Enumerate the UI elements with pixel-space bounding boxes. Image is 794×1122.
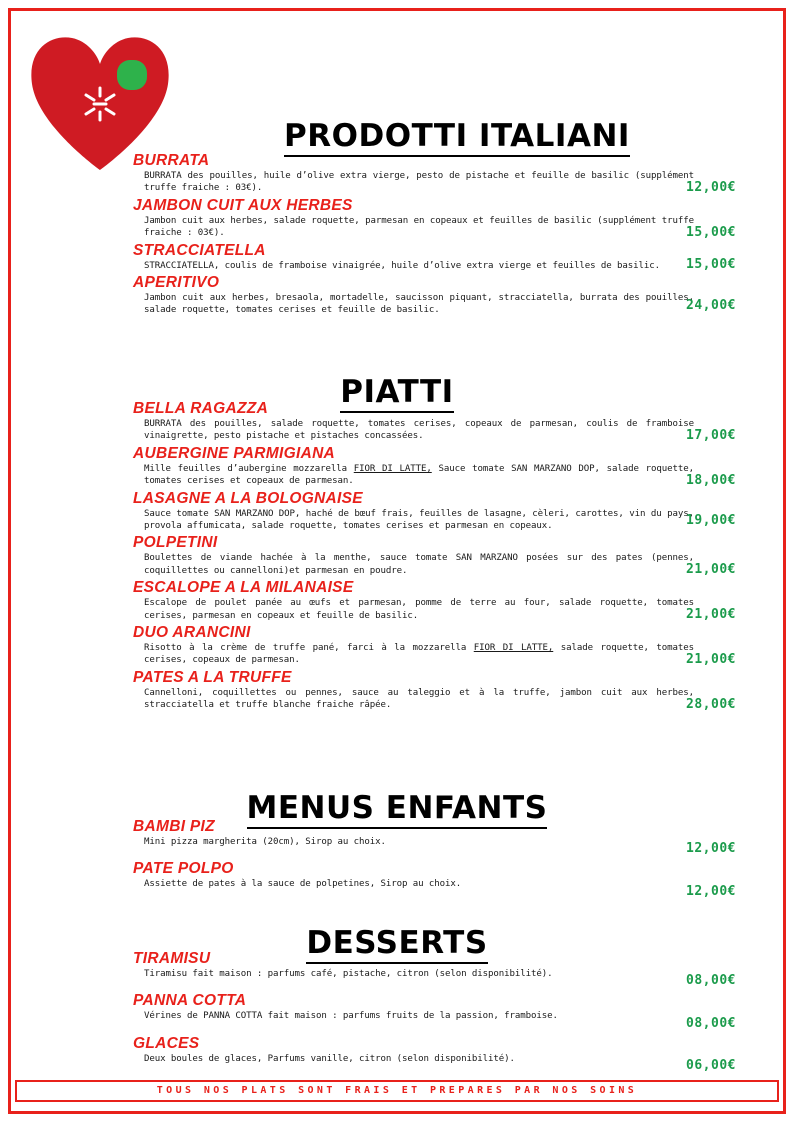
menu-section-desserts bbox=[0, 950, 794, 1074]
menu-item-name: JAMBON CUIT AUX HERBES bbox=[133, 196, 353, 214]
menu-item bbox=[0, 669, 794, 712]
menu-item-price: 28,00€ bbox=[686, 696, 736, 712]
menu-item-price: 12,00€ bbox=[686, 841, 736, 857]
menu-item-name: POLPETINI bbox=[133, 534, 218, 552]
menu-item bbox=[0, 242, 794, 272]
menu-item-description: Vérines de PANNA COTTA fait maison : parfums fruits de la passion, framboise. bbox=[144, 1011, 558, 1022]
menu-item-description: STRACCIATELLA, coulis de framboise vinaigrée, huile d’olive extra vierge et feuilles de basilic. bbox=[144, 260, 660, 271]
menu-item-price: 15,00€ bbox=[686, 224, 736, 240]
menu-item bbox=[0, 992, 794, 1031]
menu-item bbox=[0, 579, 794, 622]
menu-item-name: DUO ARANCINI bbox=[133, 624, 251, 642]
section-title-desserts-text: DESSERTS bbox=[306, 925, 487, 964]
menu-item-description: Cannelloni, coquillettes ou pennes, sauce au taleggio et à la truffe, jambon cuit aux herbes, stracciatella et truffe blanche fraiche râpée. bbox=[144, 687, 694, 711]
menu-item bbox=[0, 274, 794, 317]
menu-item-price: 21,00€ bbox=[686, 651, 736, 667]
menu-item bbox=[0, 1034, 794, 1074]
menu-item-price: 19,00€ bbox=[686, 513, 736, 529]
menu-item-description: Assiette de pates à la sauce de polpetines, Sirop au choix. bbox=[144, 879, 462, 890]
menu-item-name: PANNA COTTA bbox=[133, 992, 247, 1010]
menu-item-price: 12,00€ bbox=[686, 883, 736, 899]
menu-item-description: Escalope de poulet panée au œufs et parmesan, pomme de terre au four, salade roquette, tomates cerises, parmesan en copeaux et feuille de basilic. bbox=[144, 598, 694, 621]
menu-item-price: 21,00€ bbox=[686, 607, 736, 623]
menu-item bbox=[0, 950, 794, 989]
menu-item-price: 24,00€ bbox=[686, 297, 736, 313]
menu-item-name: BURRATA bbox=[133, 152, 210, 169]
menu-item-price: 08,00€ bbox=[686, 973, 736, 989]
menu-item-name: AUBERGINE PARMIGIANA bbox=[133, 444, 336, 462]
menu-item-description: Jambon cuit aux herbes, bresaola, mortadelle, saucisson piquant, stracciatella, burrata des pouilles, salade roquette, tomates cerises et feuille de basilic. bbox=[144, 293, 694, 316]
menu-item bbox=[0, 534, 794, 577]
menu-item-price: 18,00€ bbox=[686, 472, 736, 488]
menu-item bbox=[0, 624, 794, 667]
menu-item-name: BAMBI PIZ bbox=[133, 818, 215, 835]
menu-item-name: APERITIVO bbox=[133, 274, 220, 292]
menu-item-description: Boulettes de viande hachée à la menthe, sauce tomate SAN MARZANO posées sur des pates (pennes, coquillettes ou cannelloni)et parmesan en poudre. bbox=[144, 553, 694, 576]
menu-item-price: 21,00€ bbox=[686, 562, 736, 578]
menu-item-description: BURRATA des pouilles, huile d’olive extra vierge, pesto de pistache et feuille de basilic (supplément truffe fraiche : 03€). bbox=[144, 171, 694, 194]
menu-item bbox=[0, 818, 794, 857]
section-title-prodotti-text: PRODOTTI ITALIANI bbox=[284, 118, 630, 157]
menu-item bbox=[0, 490, 794, 533]
menu-item-price: 08,00€ bbox=[686, 1015, 736, 1031]
menu-item-description: Tiramisu fait maison : parfums café, pistache, citron (selon disponibilité). bbox=[144, 969, 553, 979]
menu-item-name: PATES A LA TRUFFE bbox=[133, 668, 292, 686]
menu-item-name: GLACES bbox=[133, 1034, 200, 1052]
menu-item bbox=[0, 152, 794, 195]
menu-item-description: Jambon cuit aux herbes, salade roquette, parmesan en copeaux et feuilles de basilic (supplément truffe fraiche : 03€). bbox=[144, 215, 694, 239]
menu-item-description: BURRATA des pouilles, salade roquette, tomates cerises, copeaux de parmesan, coulis de framboise vinaigrette, pesto pistache et pistaches concassées. bbox=[144, 419, 694, 442]
menu-item-price: 17,00€ bbox=[686, 427, 736, 443]
menu-item-price: 06,00€ bbox=[686, 1058, 736, 1074]
menu-section-enfants bbox=[0, 818, 794, 899]
footer-banner bbox=[15, 1080, 779, 1102]
menu-item-name: LASAGNE A LA BOLOGNAISE bbox=[133, 489, 363, 507]
menu-item-price: 12,00€ bbox=[686, 179, 736, 195]
menu-item-name: ESCALOPE A LA MILANAISE bbox=[133, 579, 354, 597]
menu-item-name: STRACCIATELLA bbox=[133, 241, 266, 259]
menu-item-description: Sauce tomate SAN MARZANO DOP, haché de bœuf frais, feuilles de lasagne, cèleri, carottes, vin du pays, provola affumicata, salade roquette, tomates cerises et parmesan en copeaux. bbox=[144, 508, 694, 532]
menu-item-description: Mille feuilles d’aubergine mozzarella FIOR DI LATTE, Sauce tomate SAN MARZANO DOP, salade roquette, tomates cerises et copeaux de parmesan. bbox=[144, 463, 694, 487]
menu-section-piatti bbox=[0, 400, 794, 714]
section-title-prodotti bbox=[0, 118, 794, 154]
footer-banner-text: TOUS NOS PLATS SONT FRAIS ET PREPARES PAR NOS SOINS bbox=[156, 1085, 638, 1096]
menu-item-description: Mini pizza margherita (20cm), Sirop au choix. bbox=[144, 837, 386, 847]
menu-item-name: TIRAMISU bbox=[133, 950, 211, 967]
menu-item bbox=[0, 445, 794, 488]
menu-item-name: BELLA RAGAZZA bbox=[133, 400, 269, 417]
menu-item bbox=[0, 400, 794, 443]
section-title-piatti-text: PIATTI bbox=[340, 374, 453, 413]
section-title-menus-enfants-text: MENUS ENFANTS bbox=[247, 790, 548, 829]
menu-item-name: PATE POLPO bbox=[133, 860, 234, 878]
menu-item-description: Risotto à la crème de truffe pané, farci à la mozzarella FIOR DI LATTE, salade roquette, tomates cerises, copeaux de parmesan. bbox=[144, 643, 694, 666]
menu-item bbox=[0, 860, 794, 899]
menu-section-prodotti bbox=[0, 152, 794, 319]
menu-item bbox=[0, 197, 794, 240]
menu-item-price: 15,00€ bbox=[686, 257, 736, 273]
menu-item-description: Deux boules de glaces, Parfums vanille, citron (selon disponibilité). bbox=[144, 1053, 515, 1064]
